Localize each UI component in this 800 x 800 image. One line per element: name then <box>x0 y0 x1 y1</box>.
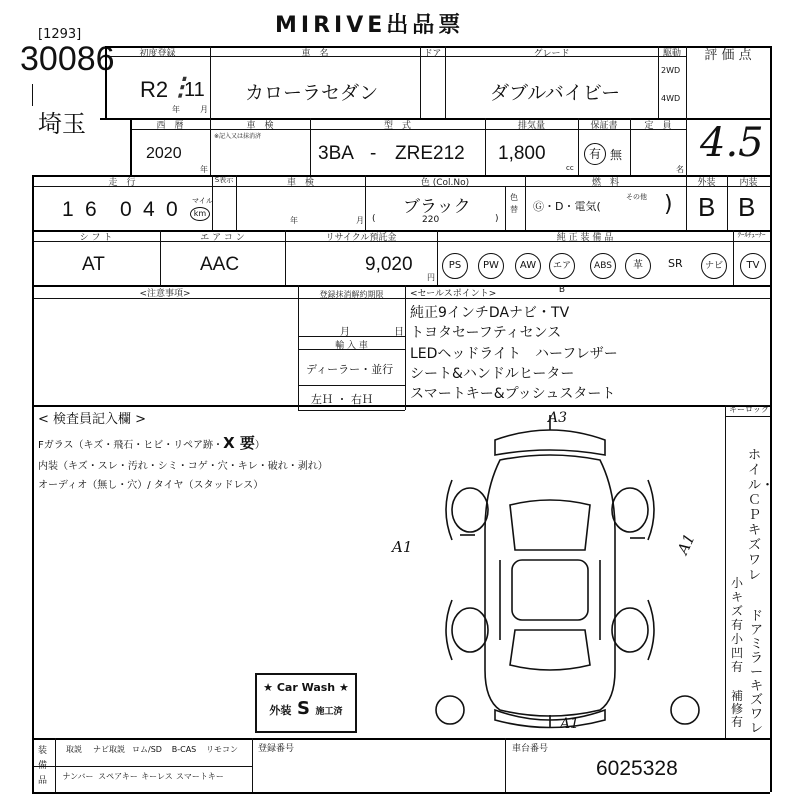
mark-right-a1: A1 <box>673 530 699 558</box>
header-import: 輸 入 車 <box>335 341 368 351</box>
header-equipment: 純 正 装 備 品 <box>556 233 614 243</box>
equipment-pw: PW <box>478 253 504 279</box>
warranty-yes: 有 <box>584 143 606 165</box>
chassis-number: 6025328 <box>596 757 678 780</box>
mark-a3: A3 <box>548 410 568 426</box>
car-wash-line <box>257 698 355 719</box>
inspection-year-unit: 年 <box>290 216 298 225</box>
equipment-sr: SR <box>668 257 683 270</box>
equipment-ps: PS <box>442 253 468 279</box>
car-name: カローラセダン <box>245 83 379 104</box>
accessory-navi-manual: ナビ取説 <box>93 745 125 754</box>
header-fuel: 燃 料 <box>591 178 619 188</box>
grid-line <box>32 175 34 792</box>
header-color: 色 (Col.No) <box>420 178 470 188</box>
header-first-registration: 初度登録 <box>139 49 176 59</box>
header-chassis-number: 車台番号 <box>512 744 549 754</box>
inspection-note: ※記入又は抹消済 <box>214 133 262 140</box>
header-capacity: 定 員 <box>644 121 672 131</box>
year-value-unit: 年 <box>200 165 208 174</box>
color: ブラック <box>403 197 471 216</box>
header-model: 型 式 <box>383 121 411 131</box>
selling-point: トヨタセーフティセンス <box>410 325 562 341</box>
displacement-unit: cc <box>566 164 574 172</box>
header-selling-points: <セールスポイント> <box>410 289 497 299</box>
equipment-aw: AW <box>515 253 541 279</box>
equipment-abs: ABS <box>590 253 616 279</box>
month-unit: 月 <box>200 105 208 114</box>
accessory-plate: ナンバー <box>62 772 94 781</box>
color-no: 220 <box>422 215 440 225</box>
equipment-airbag: エアB <box>549 253 575 279</box>
grid-line <box>298 410 405 411</box>
equipment-navi: ナビ <box>701 253 727 279</box>
dealer-parallel: ディーラー・並行 <box>306 363 394 376</box>
model-dash: - <box>370 143 377 164</box>
color-change-label: 色替 <box>510 193 518 214</box>
first-reg-era: R2 <box>140 77 169 102</box>
grid-line <box>32 738 770 740</box>
car-diagram <box>400 410 700 735</box>
grid-line <box>252 738 253 792</box>
warranty-no: 無 <box>610 148 623 162</box>
header-car-name: 車 名 <box>301 49 329 59</box>
mark-left-a1: A1 <box>392 538 413 556</box>
color-no-open: ( <box>372 214 376 224</box>
accessory-manual: 取説 <box>66 745 82 754</box>
header-caution: <注意事項> <box>139 289 191 299</box>
score-value: 4.5 <box>700 120 764 166</box>
region: 埼玉 <box>38 110 86 138</box>
recycle-unit: 円 <box>427 273 435 282</box>
accessory-rom-sd: ロム/SD <box>132 745 162 754</box>
lot-number: 30086 <box>20 40 115 78</box>
fuel-other: その他 <box>626 193 647 201</box>
grid-line <box>405 285 406 410</box>
vertical-note: ドアミラーキズワレ <box>750 609 764 736</box>
header-score: 評 価 点 <box>704 48 752 63</box>
grid-line <box>725 416 770 417</box>
accessory-bcas: B-CAS <box>171 745 197 754</box>
windshield-mark: X 要 <box>223 434 255 452</box>
grid-line <box>505 738 506 792</box>
model-code: ZRE212 <box>395 143 465 164</box>
header-disposal-deadline: 登録抹消解約期限 <box>319 290 384 299</box>
header-inspection: 車 検 <box>246 121 274 131</box>
grid-line <box>505 186 506 230</box>
inspector-heading: < 検査員記入欄 > <box>38 412 147 427</box>
drive-4wd: 4WD <box>661 94 681 103</box>
mile-unit: マイル <box>192 197 213 205</box>
interior-grade: B <box>738 192 756 222</box>
accessory-spare-key: スペアキー <box>98 772 138 781</box>
displacement: 1,800 <box>498 143 546 164</box>
car-wash-stamp <box>255 673 357 733</box>
header-aircon: エ ア コ ン <box>200 233 245 243</box>
mark-bottom-a1: A1 <box>560 716 580 732</box>
header-exterior: 外装 <box>697 178 716 188</box>
header-mileage: 走 行 <box>108 178 136 188</box>
km-unit: km <box>190 207 210 221</box>
car-wash-grade: S <box>297 698 310 719</box>
car-wash-title: ★ Car Wash ★ <box>263 681 349 694</box>
mileage-digit: 0 <box>166 198 178 221</box>
lot-bracket: [1293] <box>38 27 82 42</box>
header-interior: 内装 <box>739 178 758 188</box>
accessory-smart-key: スマートキー <box>176 772 224 781</box>
mileage-digit: 4 <box>143 198 155 221</box>
first-reg-divider: ⁝ <box>174 68 185 108</box>
equipment-tv: TV <box>740 253 766 279</box>
recycle-value: 9,020 <box>365 254 413 275</box>
header-shift: シ フ ト <box>79 233 113 243</box>
selling-point: シート&ハンドルヒーター <box>410 366 575 382</box>
header-drive: 駆動 <box>662 49 681 59</box>
windshield-text: Fガラス（キズ・飛石・ヒビ・リペア跡・ <box>38 440 224 451</box>
drive-2wd: 2WD <box>661 66 681 75</box>
mileage-digit: 1 <box>62 198 74 221</box>
vertical-note: 小キズ有小凹有 <box>731 576 744 674</box>
header-recycle: リサイクル預託金 <box>325 233 397 243</box>
accessories-top <box>58 744 242 755</box>
inspector-line-interior: 内装（キズ・スレ・汚れ・シミ・コゲ・穴・キレ・破れ・剥れ） <box>38 461 328 472</box>
grade: ダブルバイビー <box>490 83 621 104</box>
header-accessories: 装備品 <box>38 746 48 786</box>
header-western-year: 西 暦 <box>156 121 184 131</box>
windshield-close: ） <box>254 440 265 451</box>
inspector-line-windshield <box>38 432 265 453</box>
lot-divider <box>32 84 33 106</box>
document-title: MIRIVE出品票 <box>275 13 465 38</box>
equipment-leather: 革 <box>625 253 651 279</box>
car-wash-suffix: 施工済 <box>315 707 343 717</box>
vertical-note: ホイル・ＣＰキズワレ <box>748 448 775 583</box>
capacity-unit: 名 <box>676 165 684 174</box>
grid-line <box>32 405 770 407</box>
accessory-keyless: キーレス <box>141 772 173 781</box>
grid-line <box>32 766 252 767</box>
header-warranty: 保証書 <box>590 121 618 131</box>
model-prefix: 3BA <box>318 143 354 164</box>
accessory-remote: リモコン <box>206 745 238 754</box>
shift-value: AT <box>82 254 105 275</box>
year-unit: 年 <box>172 105 180 114</box>
header-door: ドア <box>423 49 442 59</box>
grid-line <box>55 738 56 792</box>
header-km-display: S表示 <box>214 176 234 184</box>
year-value: 2020 <box>146 145 182 162</box>
first-reg-month: 11 <box>184 79 205 101</box>
steering-side: 左Ｈ ・ 右Ｈ <box>311 393 373 406</box>
accessories-bottom <box>58 771 224 782</box>
selling-point: 純正9インチDAナビ・TV <box>410 305 570 321</box>
grid-line <box>770 46 772 792</box>
grid-line <box>725 405 726 738</box>
grid-line <box>298 336 405 337</box>
inspection-month-unit: 月 <box>356 216 364 225</box>
fuel: Ⓖ・D・電気( <box>533 200 601 213</box>
inspector-line-audio-tire: オーディオ（無し・穴）/ タイヤ（スタッドレス） <box>38 480 264 491</box>
vertical-note: 補修有 <box>731 689 744 729</box>
mileage-digit: 0 <box>120 198 132 221</box>
selling-point: スマートキー&プッシュスタート <box>410 386 616 402</box>
grid-line <box>32 792 770 794</box>
car-wash-prefix: 外装 <box>269 704 292 717</box>
exterior-grade: B <box>698 192 716 222</box>
grid-line <box>298 385 405 386</box>
grid-line <box>686 46 687 175</box>
header-cooler: ｸｰﾙﾁｭｰﾅｰ <box>737 231 766 239</box>
header-inspection-date: 車 検 <box>286 178 314 188</box>
header-registration-number: 登録番号 <box>258 744 295 754</box>
color-no-close: ) <box>495 214 499 224</box>
key-lock-label: キーロック <box>729 405 769 414</box>
mileage-digit: 6 <box>85 198 97 221</box>
selling-point: LEDヘッドライト ハーフレザー <box>410 346 618 362</box>
disposal-month: 月 <box>340 327 350 338</box>
header-grade: グレード <box>533 49 570 59</box>
aircon-value: AAC <box>200 254 240 275</box>
header-displacement: 排気量 <box>517 121 545 131</box>
disposal-day: 日 <box>394 327 404 338</box>
fuel-close: ) <box>664 192 673 217</box>
